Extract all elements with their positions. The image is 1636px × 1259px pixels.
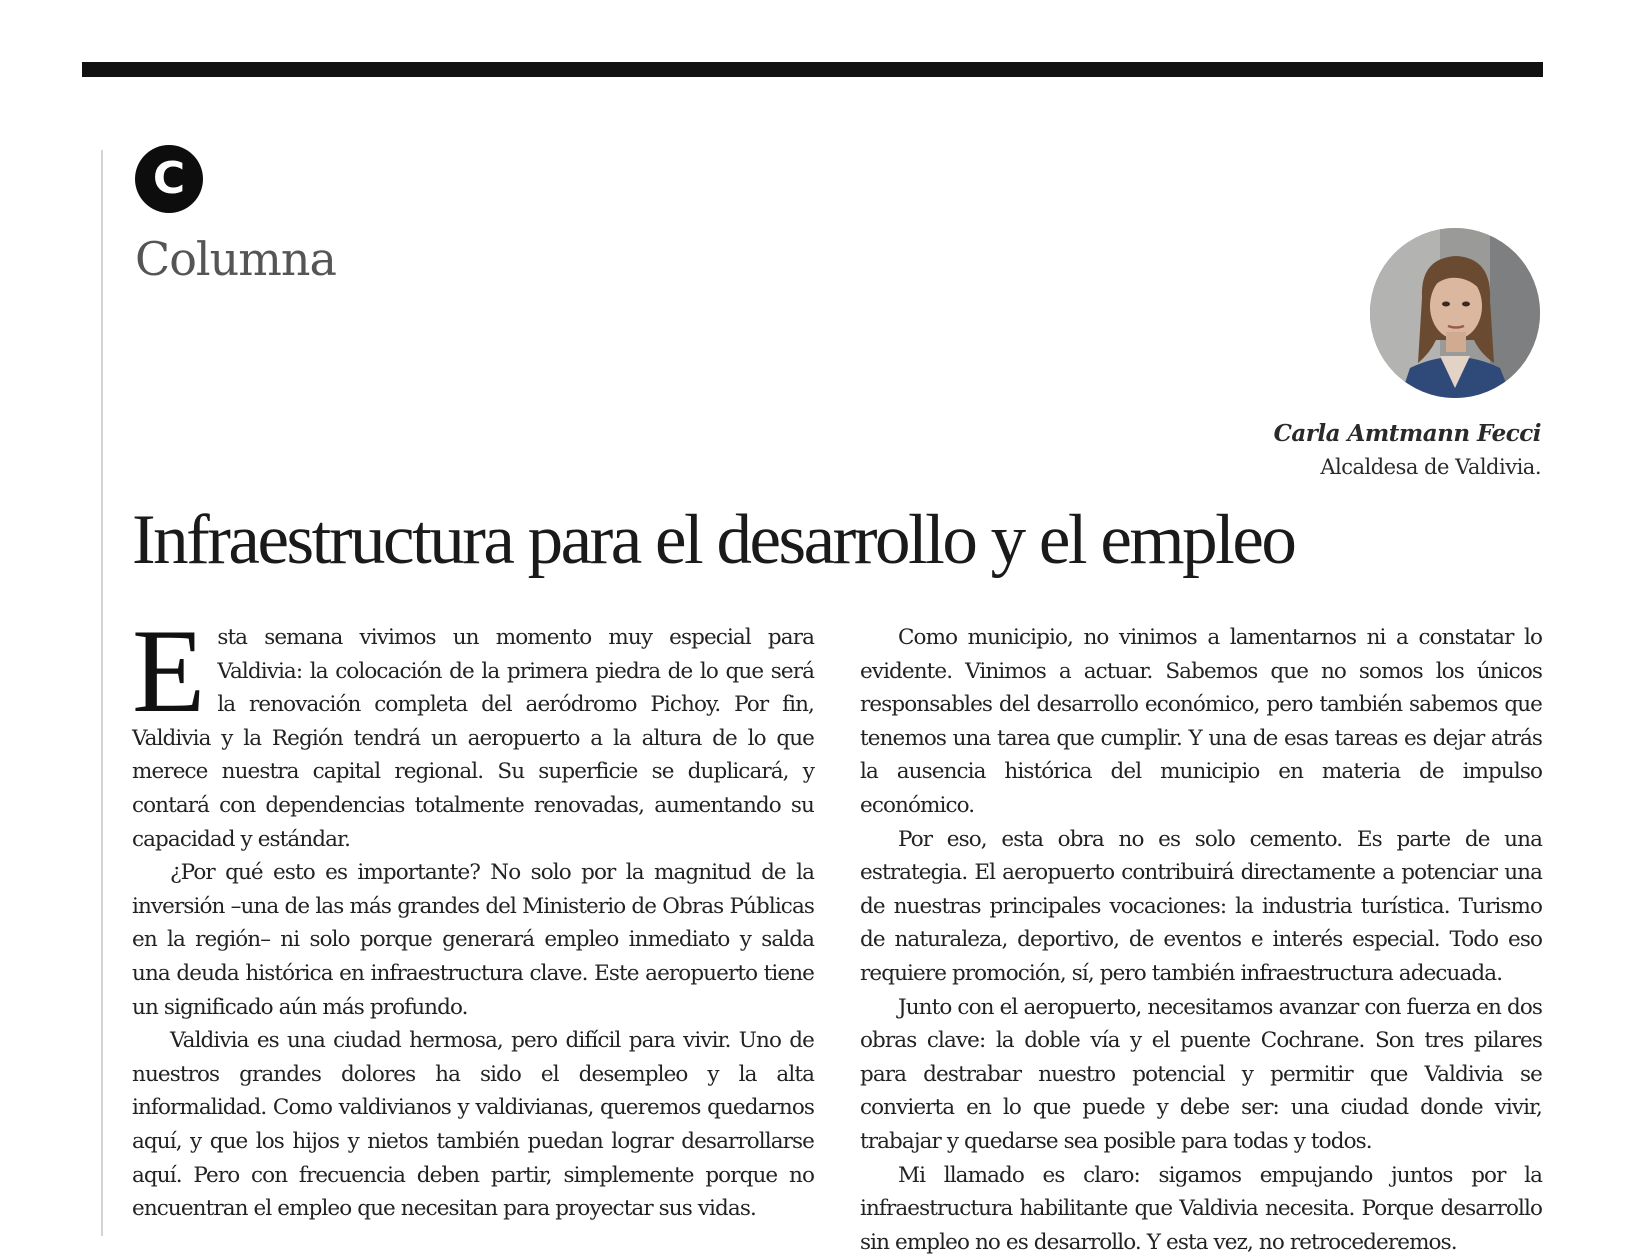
article-paragraph: Mi llamado es claro: sigamos empujando juntos por la infraestructura habilitante que Valdivia necesita. Porque desarrollo sin empleo no es desarrollo. Y esta vez, no retrocederemos. [860,1159,1542,1259]
section-badge: C [135,145,203,213]
article-paragraph [132,621,814,856]
article-paragraph: Como municipio, no vinimos a lamentarnos ni a constatar lo evidente. Vinimos a actuar. Sabemos que no somos los únicos responsables del desarrollo económico, pero también sabemos que tenemos una tarea que cumplir. Y una de esas tareas es dejar atrás la ausencia histórica del municipio en materia de impulso económico. [860,621,1542,823]
first-paragraph-text: sta semana vivimos un momento muy especial para Valdivia: la colocación de la primera piedra de lo que será la renovación completa del aeródromo Pichoy. Por fin, Valdivia y la Región tendrá un aeropuerto a la altura de lo que merece nuestra capital regional. Su superficie se duplicará, y contará con dependencias totalmente renovadas, aumentando su capacidad y estándar. [132,625,814,852]
headline: Infraestructura para el desarrollo y el empleo [132,505,1552,576]
section-label: Columna [135,232,336,286]
author-portrait-illustration [1370,228,1540,398]
author-role: Alcaldesa de Valdivia. [1320,455,1541,479]
article-column-right [860,621,1542,1259]
drop-cap: E [132,621,205,713]
author-portrait [1370,228,1540,398]
article-paragraph: Valdivia es una ciudad hermosa, pero difícil para vivir. Uno de nuestros grandes dolores ha sido el desempleo y la alta informalidad. Como valdivianos y valdivianas, queremos quedarnos aquí, y que los hijos y nietos también puedan lograr desarrollarse aquí. Pero con frecuencia deben partir, simplemente porque no encuentran el empleo que necesitan para proyectar sus vidas. [132,1024,814,1226]
article-paragraph: Por eso, esta obra no es solo cemento. Es parte de una estrategia. El aeropuerto contribuirá directamente a potenciar una de nuestras principales vocaciones: la industria turística. Turismo de naturaleza, deportivo, de eventos e interés especial. Todo eso requiere promoción, sí, pero también infraestructura adecuada. [860,823,1542,991]
article-paragraph: Junto con el aeropuerto, necesitamos avanzar con fuerza en dos obras clave: la doble vía y el puente Cochrane. Son tres pilares para destrabar nuestro potencial y permitir que Valdivia se convierta en lo que puede y debe ser: una ciudad donde vivir, trabajar y quedarse sea posible para todas y todos. [860,991,1542,1159]
top-rule [82,62,1543,77]
article-column-left [132,621,814,1226]
author-name: Carla Amtmann Fecci [1274,420,1541,447]
left-margin-rule [101,150,103,1236]
article-paragraph: ¿Por qué esto es importante? No solo por la magnitud de la inversión –una de las más grandes del Ministerio de Obras Públicas en la región– ni solo porque generará empleo inmediato y salda una deuda histórica en infraestructura clave. Este aeropuerto tiene un significado aún más profundo. [132,856,814,1024]
